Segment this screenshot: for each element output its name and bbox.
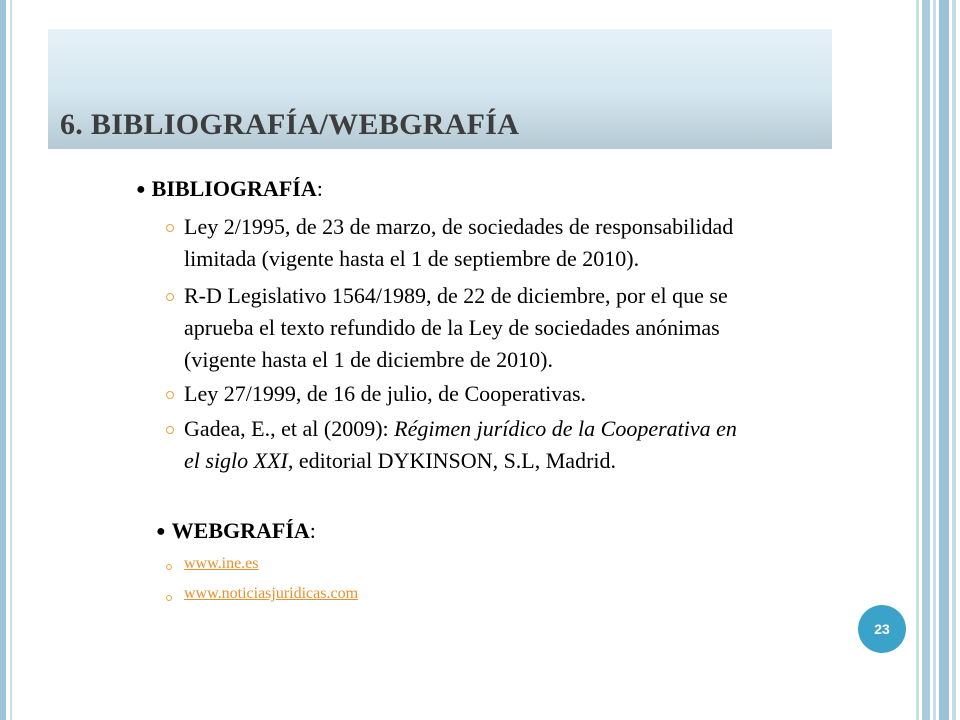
item-text-line: R-D Legislativo 1564/1989, de 22 de diciembre, por el que se — [184, 283, 728, 308]
slide-title: 6. BIBLIOGRAFÍA/WEBGRAFÍA — [60, 108, 520, 141]
ring-bullet-icon — [166, 293, 174, 301]
bullet-dot-icon: ● — [136, 181, 146, 198]
left-decorative-border — [0, 0, 22, 720]
ring-bullet-icon — [166, 426, 174, 434]
item-text-line: el siglo XXI, editorial DYKINSON, S.L, Madrid. — [184, 448, 617, 473]
webography-heading: ● WEBGRAFÍA: — [156, 518, 316, 543]
ring-bullet-icon — [166, 391, 174, 399]
item-text-line: Ley 27/1999, de 16 de julio, de Cooperativas. — [184, 381, 587, 406]
item-text-line: aprueba el texto refundido de la Ley de sociedades anónimas — [184, 315, 720, 340]
item-text-line: limitada (vigente hasta el 1 de septiembre de 2010). — [184, 246, 640, 271]
item-text-line: Gadea, E., et al (2009): Régimen jurídico de la Cooperativa en — [184, 416, 737, 441]
link-noticiasjuridicas[interactable]: www.noticiasjuridicas.com — [184, 585, 359, 602]
bibliography-heading: ● BIBLIOGRAFÍA: — [136, 176, 323, 201]
ring-bullet-icon — [166, 564, 172, 570]
ring-bullet-icon — [166, 224, 174, 232]
item-text-line: (vigente hasta el 1 de diciembre de 2010). — [184, 347, 553, 372]
ring-bullet-icon — [166, 595, 172, 601]
item-text-line: Ley 2/1995, de 23 de marzo, de sociedades de responsabilidad — [184, 214, 734, 239]
link-ine[interactable]: www.ine.es — [184, 555, 259, 572]
right-decorative-border — [916, 0, 960, 720]
bullet-dot-icon: ● — [156, 523, 166, 540]
page-number-badge: 23 — [858, 605, 906, 653]
